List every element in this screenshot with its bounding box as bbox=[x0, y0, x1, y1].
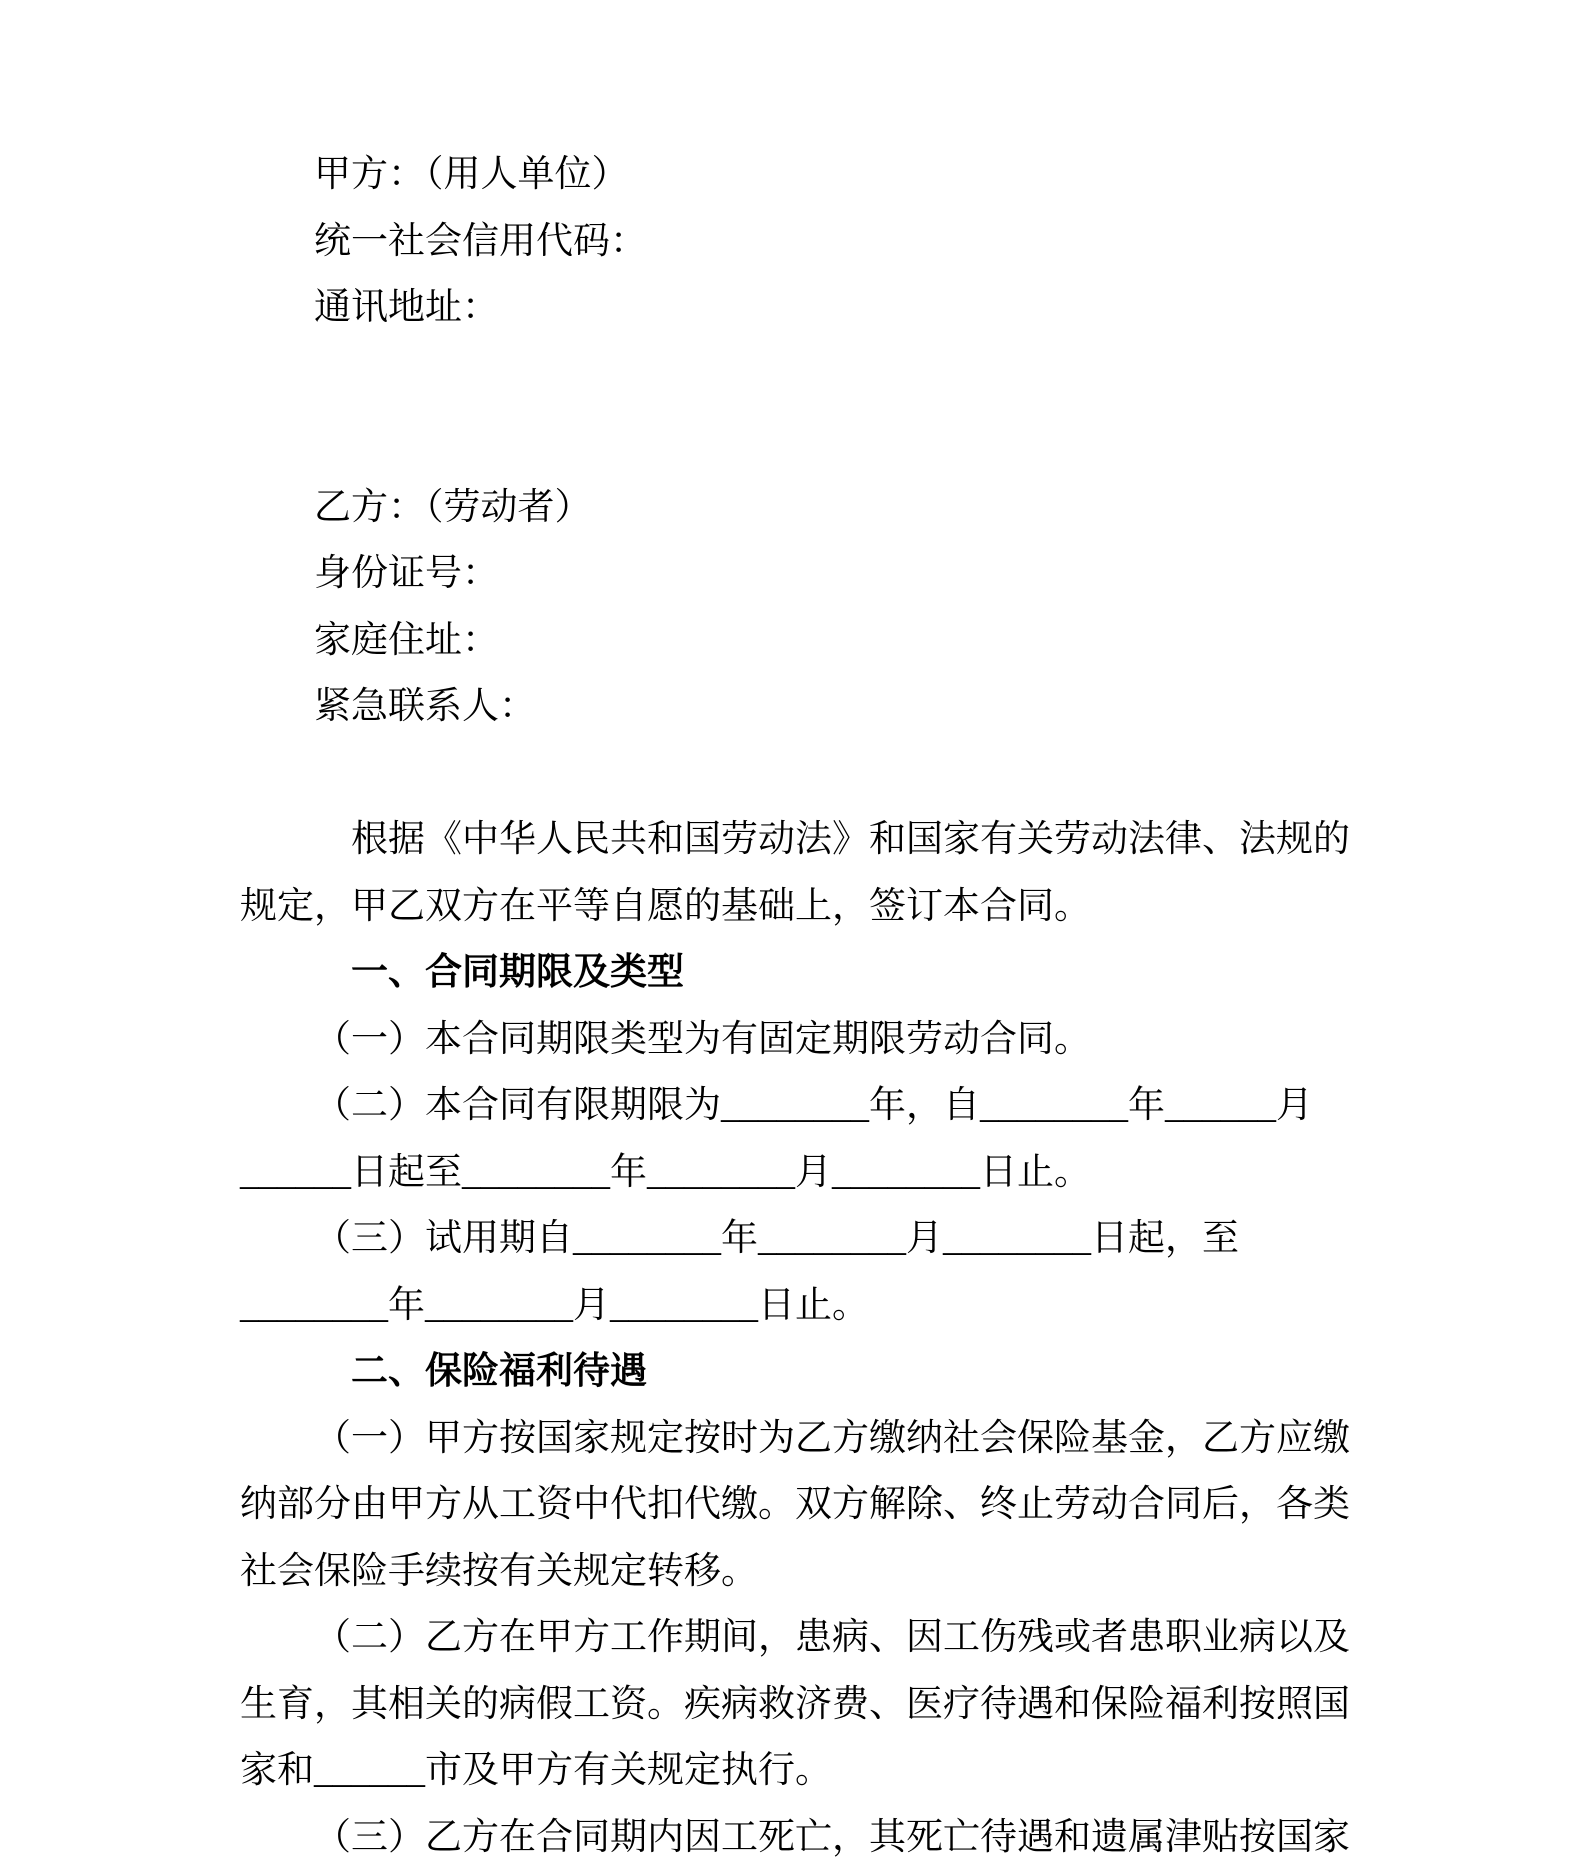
contract-body bbox=[240, 142, 1350, 1871]
clause-2-3-line-1: （三）乙方在合同期内因工死亡，其死亡待遇和遗属津贴按国家 bbox=[314, 1816, 1350, 1858]
clause-2-2-line-3: 家和______市及甲方有关规定执行。 bbox=[240, 1750, 832, 1791]
section-2-heading: 二、保险福利待遇 bbox=[351, 1351, 647, 1392]
home-address-line: 家庭住址： bbox=[314, 619, 499, 661]
clause-2-1-line-3: 社会保险手续按有关规定转移。 bbox=[240, 1550, 758, 1592]
clause-1-2-line-2: ______日起至________年________月________日止。 bbox=[240, 1151, 1091, 1193]
clause-1-1-line: （一）本合同期限类型为有固定期限劳动合同。 bbox=[314, 1018, 1091, 1060]
id-number-line: 身份证号： bbox=[314, 553, 499, 594]
blank-line bbox=[240, 342, 1350, 409]
party-b-line: 乙方：（劳动者） bbox=[314, 486, 592, 528]
mailing-address-line: 通讯地址： bbox=[314, 287, 499, 328]
blank-line bbox=[240, 408, 1350, 475]
preamble-line-2: 规定，甲乙双方在平等自愿的基础上，签订本合同。 bbox=[240, 885, 1091, 927]
preamble-line-1: 根据《中华人民共和国劳动法》和国家有关劳动法律、法规的 bbox=[351, 819, 1350, 860]
credit-code-line: 统一社会信用代码： bbox=[314, 220, 647, 262]
clause-2-1-line-1: （一）甲方按国家规定按时为乙方缴纳社会保险基金，乙方应缴 bbox=[314, 1417, 1350, 1459]
party-a-line: 甲方：（用人单位） bbox=[314, 154, 629, 195]
emergency-contact-line: 紧急联系人： bbox=[314, 686, 536, 727]
clause-2-2-line-2: 生育，其相关的病假工资。疾病救济费、医疗待遇和保险福利按照国 bbox=[240, 1683, 1350, 1725]
clause-1-3-line-2: ________年________月________日止。 bbox=[240, 1284, 869, 1326]
clause-2-1-line-2: 纳部分由甲方从工资中代扣代缴。双方解除、终止劳动合同后，各类 bbox=[240, 1484, 1350, 1525]
blank-line bbox=[240, 741, 1350, 808]
clause-1-2-line-1: （二）本合同有限期限为________年，自________年______月 bbox=[314, 1085, 1313, 1126]
section-1-heading: 一、合同期限及类型 bbox=[351, 952, 684, 993]
clause-2-2-line-1: （二）乙方在甲方工作期间，患病、因工伤残或者患职业病以及 bbox=[314, 1617, 1350, 1658]
clause-1-3-line-1: （三）试用期自________年________月________日起，至 bbox=[314, 1218, 1239, 1259]
